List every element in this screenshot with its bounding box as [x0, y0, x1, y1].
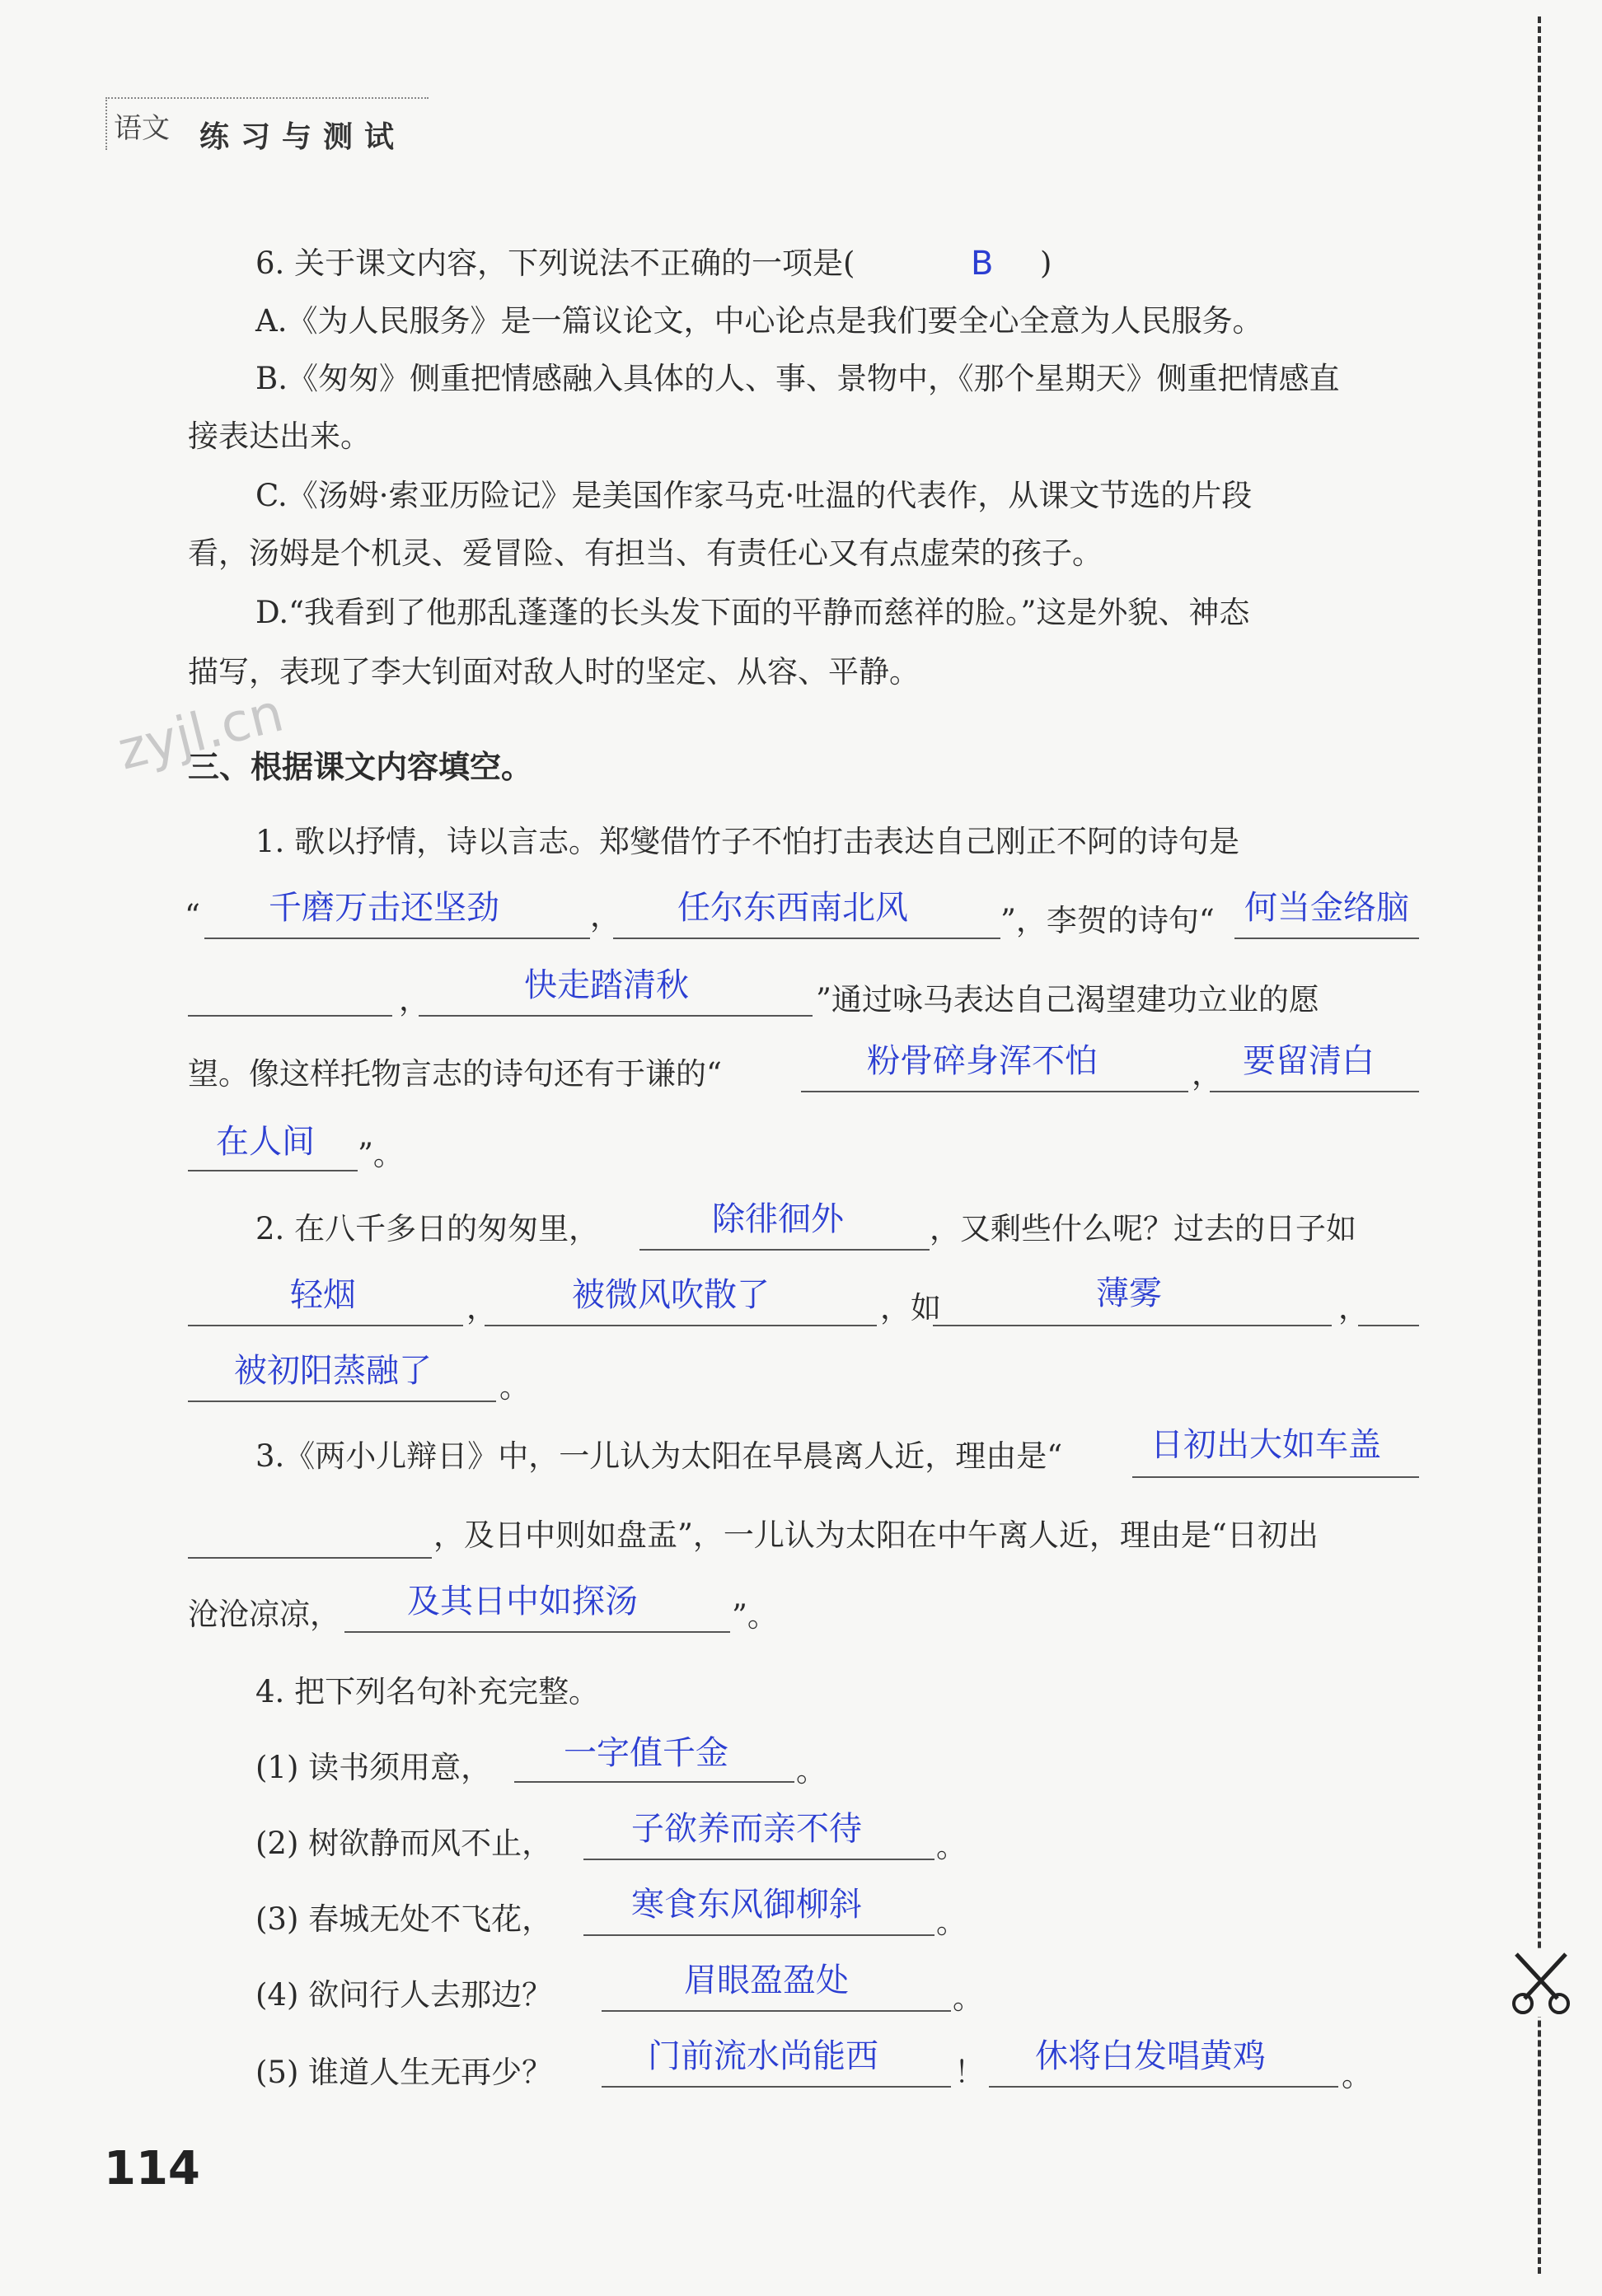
q2-answer-3: 被微风吹散了 [572, 1276, 770, 1314]
q4-item-3-end: 。 [936, 1905, 967, 1940]
q2-comma-1: ， [466, 1290, 497, 1326]
q6-option-c-line2: 看，汤姆是个机灵、爱冒险、有担当、有责任心又有点虚荣的孩子。 [188, 535, 1103, 571]
q4-item-5-prompt: (5) 谁道人生无再少？ [255, 2055, 553, 2090]
q6-option-c-line1: C.《汤姆·索亚历险记》是美国作家马克·吐温的代表作，从课文节选的片段 [255, 478, 1253, 513]
q4-item-4-prompt: (4) 欲问行人去那边？ [255, 1977, 553, 2013]
q6-option-b-line1: B.《匆匆》侧重把情感融入具体的人、事、景物中，《那个星期天》侧重把情感直 [255, 361, 1340, 396]
q6-close: ) [1040, 245, 1052, 281]
q3-text-3: 沧沧凉凉， [188, 1597, 340, 1632]
q2-answer-2: 轻烟 [290, 1276, 356, 1314]
q2-end: 。 [499, 1369, 530, 1405]
q4-item-3-answer: 寒食东风御柳斜 [631, 1886, 862, 1924]
q1-answer-4: 快走踏清秋 [524, 966, 689, 1004]
section-3-title: 三、根据课文内容填空。 [188, 749, 533, 785]
q6-stem [255, 245, 855, 282]
q6-option-d-line2: 描写，表现了李大钊面对敌人时的坚定、从容、平静。 [188, 654, 920, 690]
q4-item-5-end: 。 [1342, 2058, 1372, 2093]
q1-answer-5: 粉骨碎身浑不怕 [867, 1042, 1098, 1080]
q4-item-3-prompt: (3) 春城无处不飞花， [255, 1901, 553, 1937]
q3-text-2: ，及日中则如盘盂”，一儿认为太阳在中午离人近，理由是“日初出 [433, 1517, 1319, 1553]
q1-text-4: 望。像这样托物言志的诗句还有于谦的“ [188, 1056, 722, 1092]
q4-item-1-answer: 一字值千金 [564, 1734, 728, 1772]
q1-answer-1: 千磨万击还坚劲 [269, 889, 499, 927]
q1-end: ”。 [358, 1137, 404, 1172]
q6-option-d-line1: D.“我看到了他那乱蓬蓬的长头发下面的平静而慈祥的脸。”这是外貌、神态 [255, 595, 1250, 630]
q4-item-2-prompt: (2) 树欲静而风不止， [255, 1826, 553, 1861]
scissors-icon [1505, 1951, 1577, 2017]
q1-answer-6a: 要留清白 [1243, 1042, 1375, 1080]
q2-text-3: ，如 [880, 1290, 941, 1326]
q4-item-2-end: 。 [936, 1829, 967, 1864]
q1-text-3: ”通过咏马表达自己渴望建功立业的愿 [816, 982, 1319, 1017]
q2-answer-1: 除徘徊外 [712, 1200, 844, 1238]
q6-option-b-line2: 接表达出来。 [188, 419, 371, 454]
q3-answer-1: 日初出大如车盖 [1150, 1426, 1381, 1464]
q3-answer-2: 及其日中如探汤 [407, 1583, 638, 1620]
subject-label: 语文 [114, 112, 170, 145]
q4-item-4-end: 。 [953, 1980, 983, 2016]
q2-answer-5: 被初阳蒸融了 [234, 1352, 432, 1390]
q2-answer-4: 薄雾 [1096, 1274, 1162, 1312]
q1-answer-6b: 在人间 [216, 1123, 315, 1161]
q3-blank-1b [188, 1517, 432, 1559]
q4-item-1-end: 。 [796, 1753, 827, 1789]
q1-answer-2: 任尔东西南北风 [677, 889, 908, 927]
q1-comma-1: ， [590, 898, 621, 933]
q1-blank-3b [188, 975, 392, 1017]
q1-comma-2: ， [399, 982, 429, 1017]
q4-item-5-answer-1: 门前流水尚能西 [648, 2037, 878, 2075]
q4-item-5-answer-2: 休将白发唱黄鸡 [1035, 2037, 1266, 2075]
dashed-cut-line [1538, 16, 1541, 2274]
q1-text-2: ”，李贺的诗句“ [1000, 903, 1215, 938]
q6-stem-text: 6. 关于课文内容，下列说法不正确的一项是( [255, 245, 855, 281]
q1-comma-3: ， [1192, 1056, 1222, 1092]
book-title: 练习与测试 [199, 120, 406, 154]
q4-item-5-mid: ！ [954, 2055, 985, 2090]
q1-open-quote: “ [185, 898, 200, 933]
q1-line1: 1. 歌以抒情，诗以言志。郑燮借竹子不怕打击表达自己刚正不阿的诗句是 [255, 824, 1240, 859]
q2-comma-2: ， [1338, 1290, 1369, 1326]
q1-answer-3a: 何当金络脑 [1244, 889, 1409, 927]
watermark: zyjl.cn [112, 682, 290, 783]
q3-end: ”。 [732, 1598, 778, 1634]
q2-text-1: 2. 在八千多日的匆匆里， [255, 1211, 600, 1246]
q6-option-a: A.《为人民服务》是一篇议论文，中心论点是我们要全心全意为人民服务。 [255, 303, 1263, 339]
q3-text-1: 3.《两小儿辩日》中，一儿认为太阳在早晨离人近，理由是“ [255, 1438, 1063, 1474]
q4-item-1-prompt: (1) 读书须用意， [255, 1750, 492, 1785]
page-number: 114 [104, 2142, 200, 2195]
q4-item-2-answer: 子欲养而亲不待 [631, 1810, 862, 1848]
q4-item-4-answer: 眉眼盈盈处 [684, 1962, 849, 1999]
q2-text-2: ，又剩些什么呢？过去的日子如 [930, 1211, 1356, 1246]
q4-title: 4. 把下列名句补充完整。 [255, 1674, 600, 1709]
q6-answer: B [971, 245, 994, 283]
q2-blank-5a [1358, 1285, 1419, 1326]
